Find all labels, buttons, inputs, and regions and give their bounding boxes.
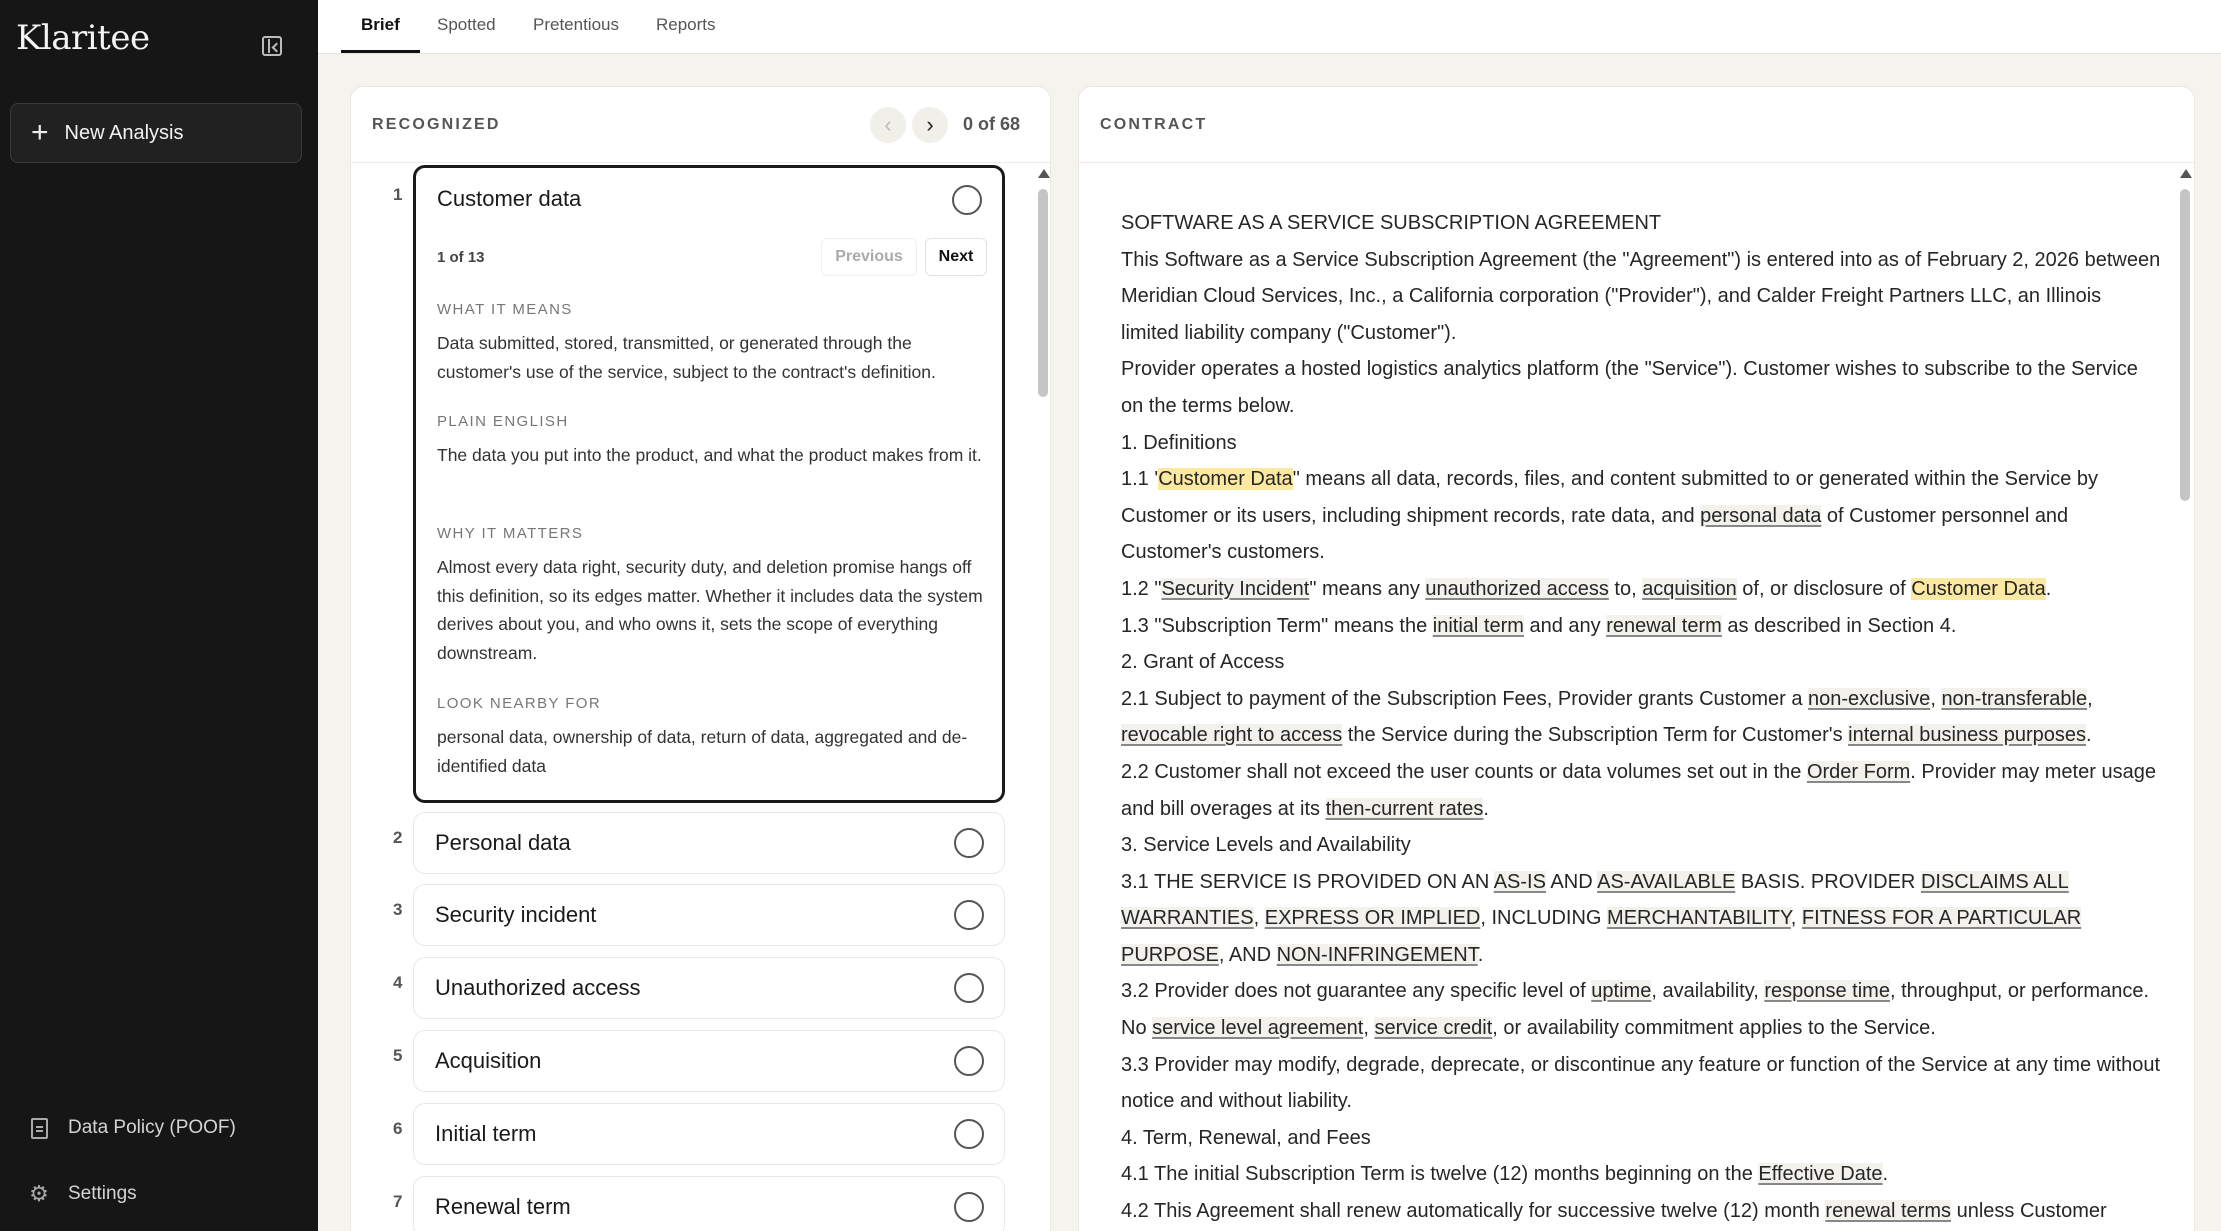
contract-text-segment: of Customer personnel and Customer's customers. (1121, 504, 2069, 564)
term-card-renewal-term[interactable] (413, 1176, 1005, 1231)
contract-text-segment: 4.2 This Agreement shall renew automatically for successive twelve (12) month (1121, 1200, 1826, 1223)
plus-icon: + (31, 116, 49, 149)
contract-text-segment: 1. Definitions (1121, 431, 1237, 454)
contract-paragraph (1121, 1120, 2161, 1157)
contract-paragraph (1121, 864, 2161, 974)
contract-text-segment: 4.1 The initial Subscription Term is twelve (12) months beginning on the (1121, 1163, 1759, 1186)
term-title: Customer data (437, 186, 582, 211)
contract-text-segment: 3.1 THE SERVICE IS PROVIDED ON AN (1121, 870, 1494, 893)
contract-paragraph (1121, 1193, 2161, 1230)
term-radio[interactable] (954, 1046, 984, 1076)
tab-spotted[interactable]: Spotted (437, 15, 496, 34)
term-title: Personal data (435, 830, 571, 855)
contract-paragraph (1121, 351, 2161, 424)
recognized-term-link[interactable]: acquisition (1642, 577, 1737, 600)
recognized-term-link[interactable]: personal data (1700, 504, 1822, 527)
contract-text-segment: 2.1 Subject to payment of the Subscription Fees, Provider grants Customer a (1121, 687, 1809, 710)
contract-text-segment: , INCLUDING (1480, 907, 1608, 930)
contract-text-segment: , availability, (1651, 980, 1765, 1003)
contract-text-segment: , (1930, 687, 1942, 710)
scrollbar-thumb[interactable] (1038, 189, 1048, 397)
recognized-term-link[interactable]: response time (1764, 980, 1890, 1003)
recognized-term-link[interactable]: EXPRESS OR IMPLIED (1264, 907, 1481, 930)
contract-header (1079, 87, 2194, 163)
plain-english-text: The data you put into the product, and what the product makes from it. (437, 445, 982, 465)
scroll-up-arrow-icon[interactable] (1038, 169, 1050, 178)
recognized-term-link[interactable]: Effective Date (1758, 1163, 1883, 1186)
contract-paragraph (1121, 205, 2161, 242)
recognized-term-link[interactable]: unauthorized access (1425, 577, 1609, 600)
contract-text-segment: and any (1523, 614, 1607, 637)
contract-text-segment: AND (1545, 870, 1598, 893)
contract-text-segment: to, (1608, 577, 1643, 600)
contract-text-segment: , throughput, or performance. No (1121, 980, 2150, 1040)
term-radio[interactable] (954, 900, 984, 930)
contract-text-segment: of, or disclosure of (1736, 577, 1912, 600)
contract-paragraph (1121, 571, 2161, 608)
term-counter: 0 of 68 (963, 114, 1021, 134)
recognized-term-link[interactable]: FITNESS FOR A PARTICULAR PURPOSE (1121, 907, 2082, 966)
contract-text-segment: BASIS. PROVIDER (1735, 870, 1921, 893)
contract-paragraph (1121, 754, 2161, 827)
settings-label: Settings (68, 1183, 137, 1204)
contract-paragraph (1121, 644, 2161, 681)
plain-english-label: PLAIN ENGLISH (437, 413, 569, 430)
term-card-acquisition[interactable] (413, 1030, 1005, 1092)
collapse-sidebar-icon[interactable] (262, 36, 282, 56)
recognized-term-link[interactable]: revocable right to access (1121, 724, 1343, 747)
contract-text-segment: . (1477, 943, 1484, 966)
contract-text-segment: 1.1 ' (1121, 468, 1159, 491)
term-card-unauthorized-access[interactable] (413, 957, 1005, 1019)
recognized-term-link[interactable]: MERCHANTABILITY (1607, 907, 1791, 930)
new-analysis-button[interactable] (10, 103, 302, 163)
top-tab-bar (318, 0, 2221, 54)
tab-reports[interactable]: Reports (656, 15, 716, 34)
term-radio[interactable] (954, 1119, 984, 1149)
term-radio[interactable] (954, 973, 984, 1003)
term-card-personal-data[interactable] (413, 812, 1005, 874)
term-title: Initial term (435, 1121, 537, 1146)
recognized-term-link[interactable]: service level agreement (1152, 1017, 1364, 1040)
item-number: 2 (393, 828, 403, 847)
recognized-term-link[interactable]: renewal terms (1825, 1200, 1952, 1223)
recognized-scrollbar[interactable] (1035, 167, 1049, 1231)
contract-paragraph (1121, 1156, 2161, 1193)
recognized-term-link[interactable]: renewal term (1606, 614, 1722, 637)
data-policy-link[interactable] (28, 1117, 236, 1139)
gear-icon: ⚙ (29, 1181, 49, 1206)
contract-text-segment: as described in Section 4. (1721, 614, 1957, 637)
item-number: 6 (393, 1119, 403, 1138)
active-tab-indicator (341, 50, 420, 53)
contract-paragraph (1121, 425, 2161, 462)
look-nearby-text: personal data, ownership of data, return of data, aggregated and de-identified data (437, 727, 968, 776)
contract-panel (1078, 86, 2195, 1231)
sidebar (0, 0, 318, 1231)
contract-text-segment: 2.2 Customer shall not exceed the user counts or data volumes set out in the (1121, 760, 1807, 783)
look-nearby-label: LOOK NEARBY FOR (437, 695, 602, 712)
chevron-left-icon: ‹ (884, 112, 892, 137)
term-radio[interactable] (952, 185, 982, 215)
data-policy-label: Data Policy (POOF) (68, 1117, 236, 1138)
contract-text-segment: . (1483, 797, 1489, 820)
contract-paragraph (1121, 827, 2161, 864)
recognized-term-link[interactable]: initial term (1432, 614, 1524, 637)
contract-text-segment: 3.3 Provider may modify, degrade, deprecate, or discontinue any feature or function of the Service at any time without notice and without liability. (1121, 1053, 2161, 1113)
item-number: 5 (393, 1046, 403, 1065)
contract-paragraph (1121, 242, 2161, 352)
contract-text-segment: " means all data, records, files, and content submitted to or generated within the Service by Customer or its users, including shipment records, rate data, and (1121, 468, 2098, 527)
recognized-term-link[interactable]: DISCLAIMS ALL WARRANTIES (1121, 870, 2069, 930)
recognized-term-link[interactable]: uptime (1591, 980, 1652, 1003)
contract-text-segment: . (2086, 724, 2092, 747)
contract-text-segment: SOFTWARE AS A SERVICE SUBSCRIPTION AGREEMENT (1121, 212, 1662, 234)
contract-text-segment: , (1790, 907, 1802, 930)
item-number: 7 (393, 1192, 403, 1211)
recognized-term-link[interactable]: then-current rates (1325, 797, 1484, 820)
item-number: 4 (393, 973, 403, 992)
term-card-initial-term[interactable] (413, 1103, 1005, 1165)
contract-text-segment: Provider operates a hosted logistics analytics platform (the "Service"). Customer wishes to subscribe to the Service on the terms below. (1121, 358, 2138, 417)
contract-text-segment: 4. Term, Renewal, and Fees (1121, 1126, 1371, 1149)
contract-text-segment: , (1363, 1017, 1375, 1040)
contract-paragraph (1121, 1047, 2161, 1120)
next-occurrence-button[interactable]: Next (925, 238, 987, 276)
recognized-term-link[interactable]: AS-IS (1493, 870, 1546, 893)
contract-text-segment: . Provider may meter usage and bill overages at its (1121, 760, 2156, 820)
recognized-term-link[interactable]: NON-INFRINGEMENT (1276, 943, 1478, 966)
term-title: Unauthorized access (435, 975, 641, 1000)
contract-paragraph (1121, 461, 2161, 571)
contract-text-segment: 1.3 "Subscription Term" means the (1121, 614, 1433, 637)
recognized-term-link[interactable]: service credit (1374, 1017, 1493, 1040)
contract-text-segment: . (1882, 1163, 1889, 1186)
why-it-matters-label: WHY IT MATTERS (437, 525, 584, 542)
recognized-term-link[interactable]: Order Form (1806, 760, 1911, 783)
new-analysis-label: New Analysis (64, 121, 184, 144)
term-title: Acquisition (435, 1048, 542, 1073)
term-title: Security incident (435, 902, 597, 927)
what-it-means-label: WHAT IT MEANS (437, 301, 573, 318)
contract-paragraph (1121, 973, 2161, 1046)
contract-text-segment: , AND (1218, 943, 1277, 966)
recognized-header (351, 87, 1050, 163)
document-icon (28, 1117, 50, 1139)
recognized-term-link[interactable]: non-exclusive (1808, 687, 1931, 710)
contract-text-segment: unless Customer (1951, 1200, 2107, 1223)
contract-text-segment: . (2045, 577, 2052, 600)
term-card-customer-data[interactable] (413, 165, 1005, 803)
contract-title: CONTRACT (1100, 116, 1208, 133)
item-number: 3 (393, 900, 403, 919)
tab-brief[interactable]: Brief (361, 15, 400, 34)
previous-occurrence-button[interactable]: Previous (821, 238, 917, 276)
term-radio[interactable] (954, 828, 984, 858)
highlighted-term[interactable]: Customer Data (1158, 468, 1293, 491)
term-card-security-incident[interactable] (413, 884, 1005, 946)
recognized-term-link[interactable]: AS-AVAILABLE (1597, 870, 1736, 893)
contract-text-segment: This Software as a Service Subscription Agreement (the "Agreement") is entered into as of February 2, 2026 between Meridian Cloud Services, Inc., a California corporation ("Provider"), and Calder Freight Partners LLC, an Illinois limited liability company ("Customer"). (1121, 248, 2161, 344)
chevron-right-icon: › (926, 112, 934, 137)
contract-text (1121, 205, 2161, 1230)
next-term-button[interactable] (912, 107, 948, 143)
term-radio[interactable] (954, 1192, 984, 1222)
recognized-panel (350, 86, 1051, 1231)
contract-text-segment: , or availability commitment applies to the Service. (1492, 1017, 1936, 1040)
scroll-up-arrow-icon[interactable] (2180, 169, 2192, 178)
contract-text-segment: 1.2 " (1121, 577, 1162, 600)
recognized-title: RECOGNIZED (372, 116, 501, 133)
item-number: 1 (393, 185, 403, 204)
contract-text-segment: the Service during the Subscription Term for Customer's (1342, 724, 1849, 747)
previous-term-button[interactable] (870, 107, 906, 143)
recognized-term-link[interactable]: internal business purposes (1848, 724, 2087, 747)
why-it-matters-text: Almost every data right, security duty, and deletion promise hangs off this definition, so its edges matter. Whether it includes data the system derives about you, and who owns it, sets the scope of everything downstream. (437, 557, 983, 663)
contract-text-segment: , (1253, 907, 1265, 930)
contract-paragraph (1121, 681, 2161, 754)
recognized-term-link[interactable]: non-transferable (1941, 687, 2088, 710)
highlighted-term[interactable]: Customer Data (1911, 577, 2046, 600)
brand-logo[interactable]: Klaritee (16, 18, 150, 58)
recognized-term-link[interactable]: Security Incident (1161, 577, 1310, 600)
what-it-means-text: Data submitted, stored, transmitted, or generated through the customer's use of the service, subject to the contract's definition. (437, 333, 936, 382)
contract-text-segment: 3.2 Provider does not guarantee any specific level of (1121, 980, 1592, 1003)
tab-pretentious[interactable]: Pretentious (533, 15, 619, 34)
scrollbar-thumb[interactable] (2180, 189, 2190, 501)
contract-text-segment: , (2087, 687, 2093, 710)
contract-text-segment: 3. Service Levels and Availability (1121, 834, 1411, 857)
contract-text-segment: 2. Grant of Access (1121, 651, 1285, 674)
contract-paragraph (1121, 608, 2161, 645)
occurrence-counter: 1 of 13 (437, 249, 485, 266)
term-title: Renewal term (435, 1194, 571, 1219)
contract-text-segment: " means any (1309, 577, 1426, 600)
contract-scrollbar[interactable] (2177, 167, 2191, 1231)
settings-link[interactable] (28, 1183, 137, 1205)
